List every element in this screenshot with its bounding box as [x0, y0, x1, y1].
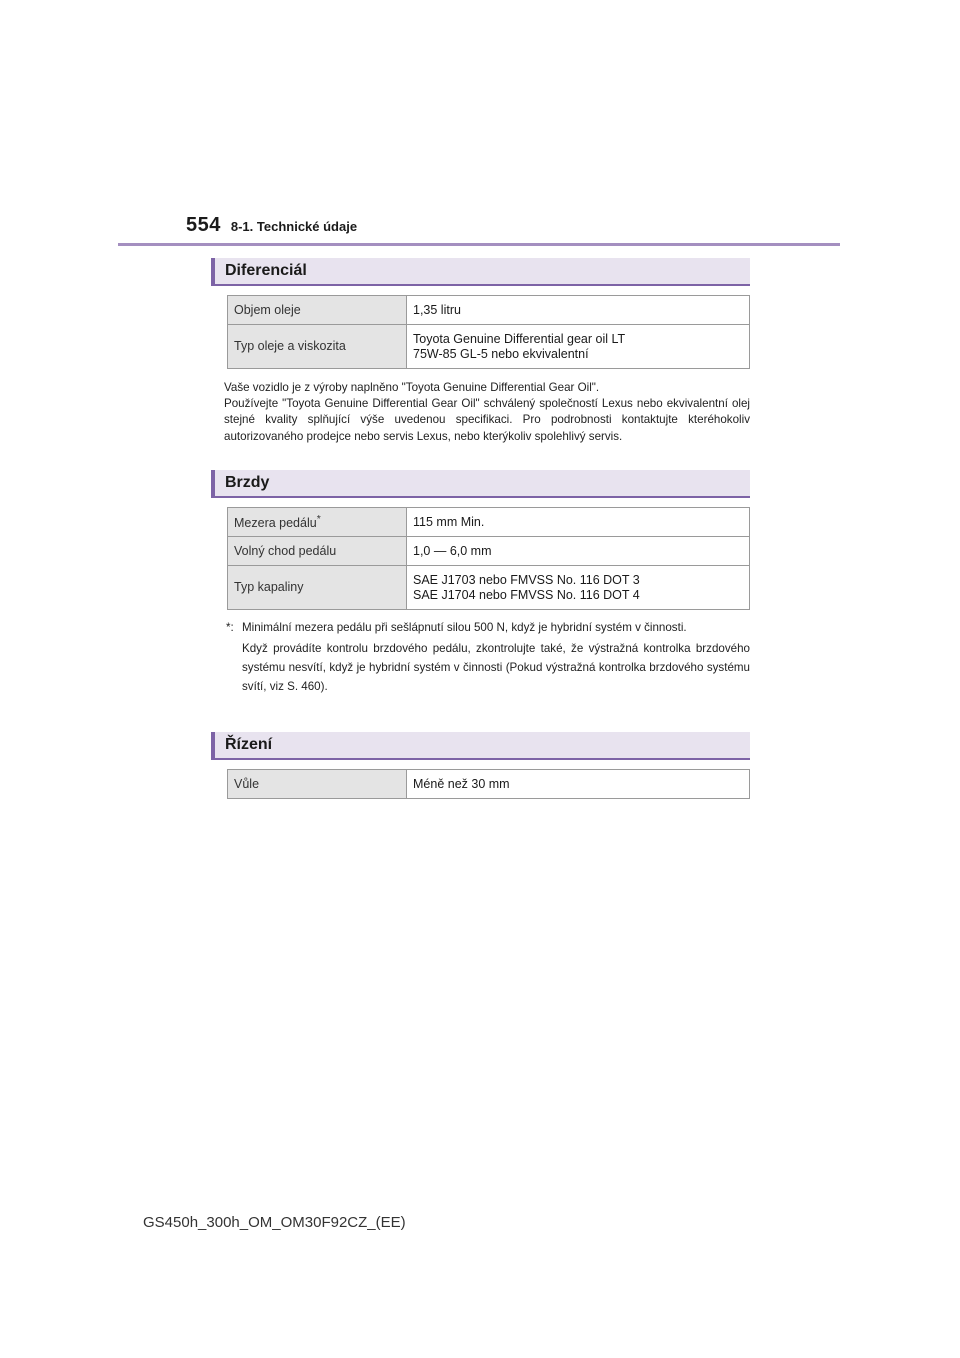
header-divider [118, 243, 840, 246]
paragraph: Používejte "Toyota Genuine Differential Gear Oil" schválený společností Lexus nebo ekvivalentní olej stejné kvality splňující výše uvedenou specifikaci. Pro podrobnosti kontaktujte kteréhokoliv autorizovaného prodejce nebo servis Lexus, nebo kterýkoliv spolehlivý servis. [224, 397, 750, 443]
section-steering-heading [211, 732, 750, 760]
footnote-note: Když provádíte kontrolu brzdového pedálu, zkontrolujte také, že výstražná kontrolka brzdového systému nesvítí, když je hybridní systém v činnosti (Pokud výstražná kontrolka brzdového systému svítí, viz S. 460). [242, 642, 750, 693]
page-header [186, 214, 357, 237]
table-row [228, 508, 750, 537]
section-differential-heading [211, 258, 750, 286]
table-row [228, 770, 750, 799]
chapter-title: 8-1. Technické údaje [230, 219, 358, 234]
footnote-marker: * [316, 514, 321, 526]
table-row [228, 537, 750, 566]
section-title: Brzdy [225, 474, 270, 491]
spec-label: Typ kapaliny [228, 566, 407, 610]
spec-value: 115 mm Min. [407, 508, 750, 537]
table-row [228, 296, 750, 325]
page-number: 554 [186, 214, 221, 236]
footnote-text: Minimální mezera pedálu při sešlápnutí silou 500 N, když je hybridní systém v činnosti. [242, 621, 687, 634]
table-row [228, 566, 750, 610]
spec-label: Vůle [228, 770, 407, 799]
spec-value: SAE J1703 nebo FMVSS No. 116 DOT 3 SAE J1704 nebo FMVSS No. 116 DOT 4 [407, 566, 750, 610]
footnote-mark: *: [226, 621, 234, 634]
spec-value: Toyota Genuine Differential gear oil LT 75W-85 GL-5 nebo ekvivalentní [407, 325, 750, 369]
spec-value: Méně než 30 mm [407, 770, 750, 799]
section-title: Diferenciál [225, 262, 307, 279]
differential-spec-table [227, 295, 750, 369]
differential-notes [224, 380, 750, 445]
spec-label: Volný chod pedálu [228, 537, 407, 566]
table-row [228, 325, 750, 369]
section-title: Řízení [225, 736, 273, 753]
steering-spec-table [227, 769, 750, 799]
spec-label: Typ oleje a viskozita [228, 325, 407, 369]
spec-value: 1,35 litru [407, 296, 750, 325]
spec-label: Mezera pedálu* [228, 508, 407, 537]
brakes-spec-table [227, 507, 750, 610]
spec-value: 1,0 — 6,0 mm [407, 537, 750, 566]
paragraph: Vaše vozidlo je z výroby naplněno "Toyota Genuine Differential Gear Oil". [224, 381, 600, 394]
brakes-footnote [226, 618, 750, 696]
spec-label: Objem oleje [228, 296, 407, 325]
section-brakes-heading [211, 470, 750, 498]
document-code: GS450h_300h_OM_OM30F92CZ_(EE) [143, 1214, 406, 1231]
